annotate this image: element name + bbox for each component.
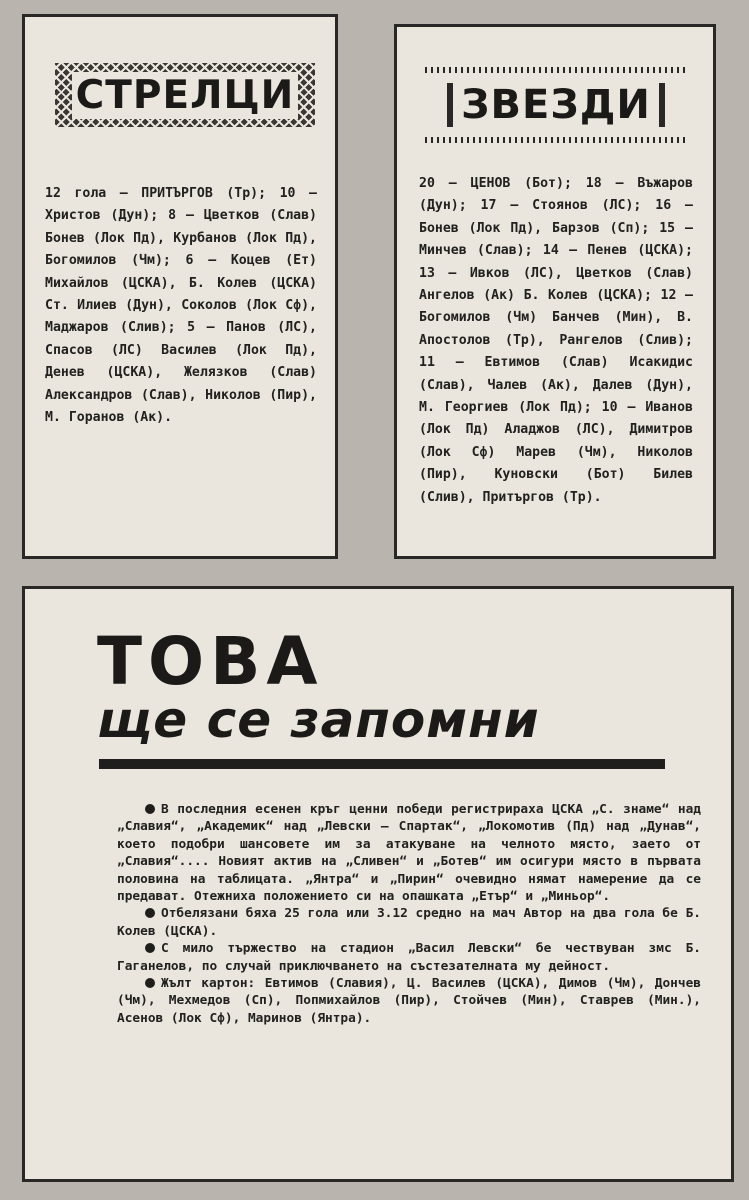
tova-paragraph-text: С мило тържество на стадион „Васил Левски“ бе чествуван змс Б. Гаганелов, по случай приключването на състезателната му дейност. (117, 941, 701, 974)
bullet-icon (145, 804, 155, 814)
tova-text (117, 801, 701, 1027)
strelci-title: СТРЕЛЦИ (72, 72, 299, 119)
tova-paragraph (117, 975, 701, 1027)
zvezdi-box (394, 24, 716, 559)
tova-subtitle: ще се запомни (97, 691, 540, 749)
tova-divider (99, 759, 665, 769)
tova-paragraph (117, 905, 701, 940)
tova-box (22, 586, 734, 1182)
tova-paragraph (117, 801, 701, 905)
strelci-box (22, 14, 338, 559)
zvezdi-header-band (425, 67, 687, 143)
strelci-text: 12 гола — ПРИТЪРГОВ (Тр); 10 — Христов (Дун); 8 — Цветков (Слав) Бонев (Лок Пд), Курбанов (Лок Пд), Богомилов (Чм); 6 — Коцев (Ет) Михайлов (ЦСКА), Б. Колев (ЦСКА) Ст. Илиев (Дун), Соколов (Лок Сф), Маджаров (Слив); 5 — Панов (ЛС), Спасов (ЛС) Василев (Лок Пд), Денев (ЦСКА), Желязков (Слав) Александров (Слав), Николов (Пир), М. Горанов (Ак). (45, 186, 317, 426)
tova-paragraph-text: Отбелязани бяха 25 гола или 3.12 средно на мач Автор на два гола бе Б. Колев (ЦСКА). (117, 906, 701, 939)
bullet-icon (145, 943, 155, 953)
strelci-header-band (55, 63, 315, 127)
tova-paragraph-text: В последния есенен кръг ценни победи регистрираха ЦСКА „С. знаме“ над „Славия“, „Академик“ над „Левски — Спартак“, „Локомотив (Пд) над „Дунав“, което подобри шансовете им за атакуване на челното място, заето от „Славия“.... Новият актив на „Сливен“ и „Ботев“ им осигури място в първата половина на таблицата. „Янтра“ и „Пирин“ очевидно нямат намерение да се предават. Отежниха положението си на опашката „Етър“ и „Миньор“. (117, 802, 701, 905)
tova-paragraph (117, 940, 701, 975)
zvezdi-text: 20 — ЦЕНОВ (Бот); 18 — Въжаров (Дун); 17 — Стоянов (ЛС); 16 — Бонев (Лок Пд), Барзов (Сп); 15 — Минчев (Слав); 14 — Пенев (ЦСКА); 13 — Ивков (ЛС), Цветков (Слав) Ангелов (Ак) Б. Колев (ЦСКА); 12 — Богомилов (Чм) Банчев (Мин), В. Апостолов (Тр), Рангелов (Слив); 11 — Евтимов (Слав) Исакидис (Слав), Чалев (Ак), Далев (Дун), М. Георгиев (Лок Пд); 10 — Иванов (Лок Пд) Аладжов (ЛС), Димитров (Лок Сф) Марев (Чм), Николов (Пир), Куновски (Бот) Билев (Слив), Притъргов (Тр). (419, 176, 693, 505)
tova-paragraph-text: Жълт картон: Евтимов (Славия), Ц. Василев (ЦСКА), Димов (Чм), Дончев (Чм), Мехмедов (Сп), Попмихайлов (Пир), Стойчев (Мин), Ставрев (Мин.), Асенов (Лок Сф), Маринов (Янтра). (117, 976, 701, 1026)
zvezdi-title: ЗВЕЗДИ (447, 83, 665, 127)
tova-title: ТОВА (97, 623, 324, 700)
bullet-icon (145, 908, 155, 918)
bullet-icon (145, 978, 155, 988)
